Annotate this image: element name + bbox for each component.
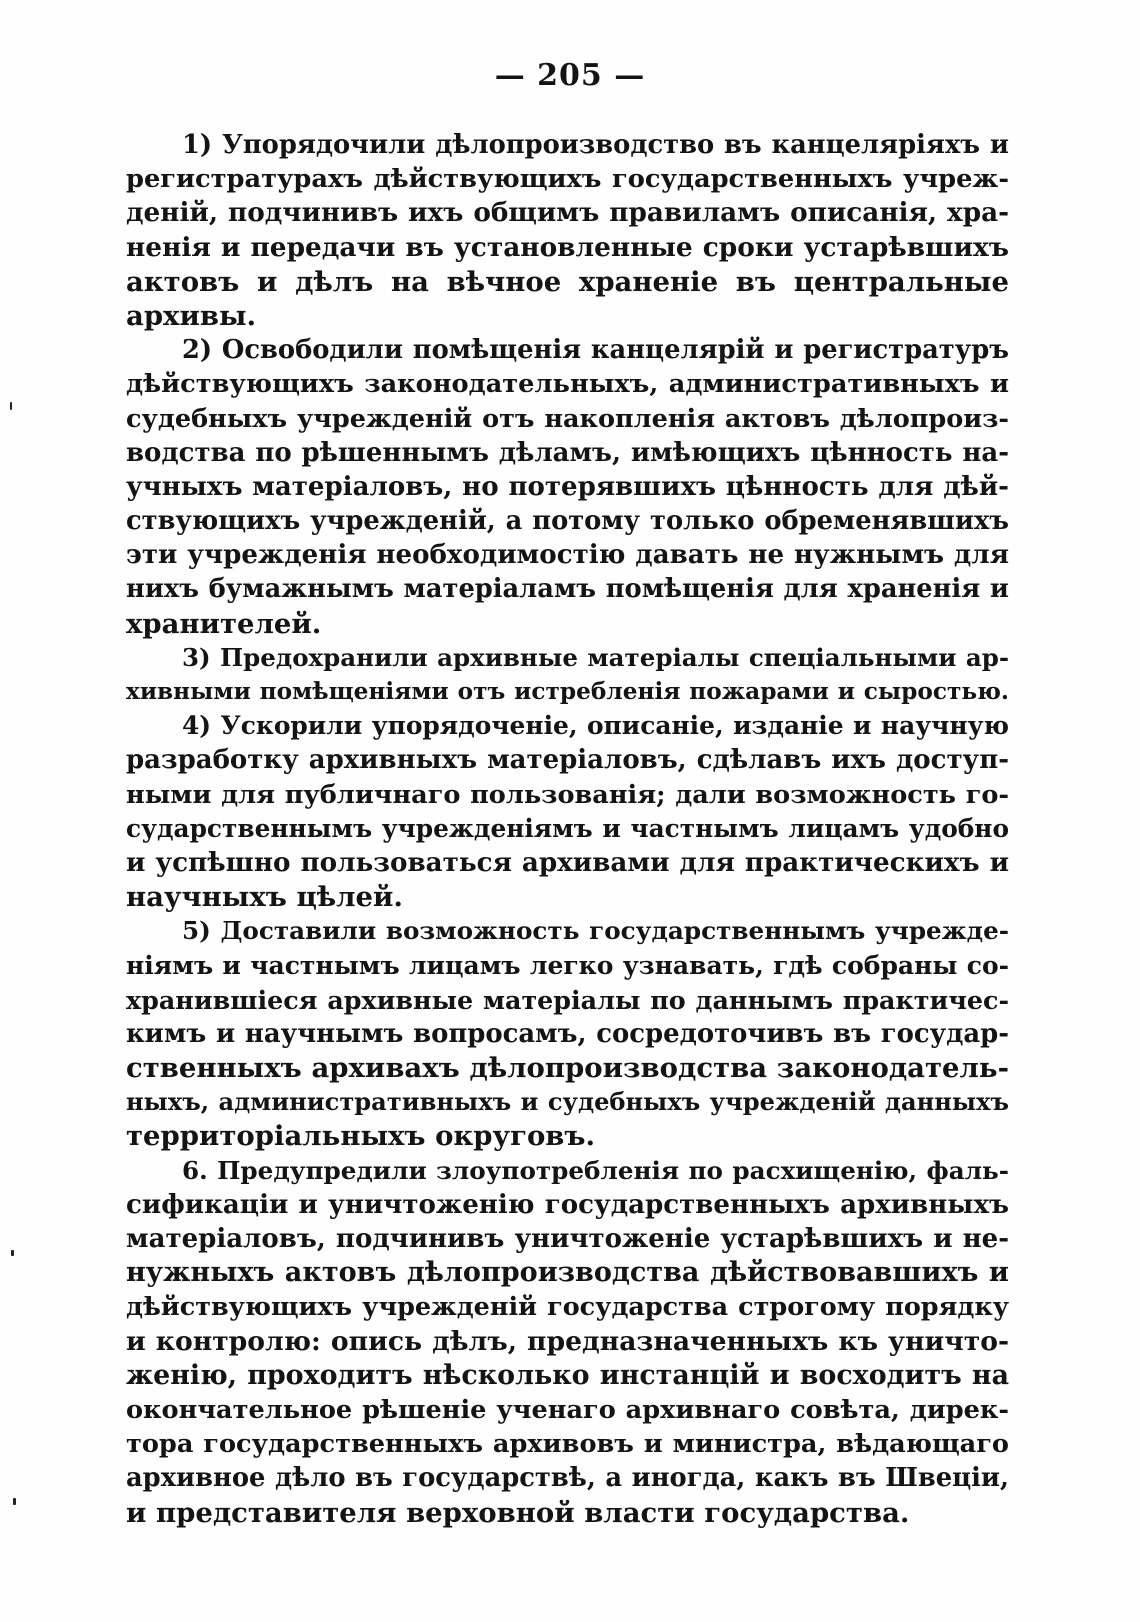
text-line: ныхъ, административныхъ и судебныхъ учрежденій данныхъ: [126, 1087, 1009, 1117]
text-line: 4) Ускорили упорядоченіе, описаніе, изданіе и научную: [182, 711, 1009, 741]
scan-speck: [11, 1250, 14, 1256]
text-line: хранившіеся архивные матеріалы по даннымъ практичес-: [126, 984, 1009, 1015]
text-line: кимъ и научнымъ вопросамъ, сосредоточивъ въ государ-: [126, 1018, 1009, 1049]
page-number: — 205 —: [494, 58, 646, 93]
text-line: территоріальныхъ округовъ.: [126, 1120, 596, 1153]
text-line: тора государственныхъ архивовъ и министра, вѣдающаго: [126, 1429, 1009, 1460]
text-line: деній, подчинивъ ихъ общимъ правиламъ описанія, хра-: [126, 197, 1009, 229]
text-line: 3) Предохранили архивные матеріалы спеціальными ар-: [182, 642, 1009, 672]
text-line: 1) Упорядочили дѣлопроизводство въ канцеляріяхъ и: [182, 130, 1009, 160]
text-line: архивное дѣло въ государствѣ, а иногда, какъ въ Швеціи,: [126, 1463, 1009, 1494]
text-line: нихъ бумажнымъ матеріаламъ помѣщенія для храненія и: [126, 574, 1009, 605]
text-line: ными для публичнаго пользованія; дали возможность го-: [126, 779, 1009, 810]
text-line: судебныхъ учрежденій отъ накопленія актовъ дѣлопроиз-: [126, 403, 1009, 434]
text-line: сударственнымъ учрежденіямъ и частнымъ лицамъ удобно: [126, 813, 1009, 843]
text-line: хивными помѣщеніями отъ истребленія пожарами и сыростью.: [126, 678, 1009, 705]
paragraph-4: [126, 709, 1009, 914]
text-line: научныхъ цѣлей.: [126, 881, 403, 914]
text-line: 2) Освободили помѣщенія канцелярій и регистратуръ: [182, 335, 1009, 366]
text-line: женію, проходитъ нѣсколько инстанцій и восходитъ на: [126, 1359, 1009, 1391]
text-line: учныхъ матеріаловъ, но потерявшихъ цѣнность для дѣй-: [126, 471, 1009, 502]
paragraph-2: [126, 333, 1009, 641]
text-line: ненія и передачи въ установленные сроки устарѣвшихъ: [126, 231, 1009, 263]
text-line: актовъ и дѣлъ на вѣчное храненіе въ центральные: [126, 265, 1009, 298]
paragraph-1: [126, 128, 1009, 333]
text-line: эти учрежденія необходимостію давать не нужнымъ для: [126, 539, 1009, 571]
text-line: дѣйствующихъ законодательныхъ, административныхъ и: [126, 369, 1009, 400]
body-text: [126, 128, 1009, 1530]
text-line: ствующихъ учрежденій, а потому только обременявшихъ: [126, 506, 1009, 537]
text-line: разработку архивныхъ матеріаловъ, сдѣлавъ ихъ доступ-: [126, 745, 1009, 776]
text-line: и контролю: опись дѣлъ, предназначенныхъ къ уничто-: [126, 1325, 1009, 1357]
text-line: и успѣшно пользоваться архивами для практическихъ и: [126, 846, 1009, 878]
text-line: окончательное рѣшеніе ученаго архивнаго совѣта, дирек-: [126, 1394, 1009, 1425]
text-line: ственныхъ архивахъ дѣлопроизводства законодатель-: [126, 1052, 1009, 1085]
text-line: и представителя верховной власти государства.: [126, 1496, 910, 1529]
text-line: матеріаловъ, подчинивъ уничтоженіе устарѣвшихъ и не-: [126, 1224, 1009, 1254]
text-line: нужныхъ актовъ дѣлопроизводства дѣйствовавшихъ и: [126, 1257, 1009, 1289]
text-line: водства по рѣшеннымъ дѣламъ, имѣющихъ цѣнность на-: [126, 437, 1009, 468]
scan-speck: [13, 1498, 16, 1505]
paragraph-3: [126, 641, 1009, 709]
text-line: 6. Предупредили злоупотребленія по расхищенію, фаль-: [182, 1155, 1009, 1185]
text-line: архивы.: [126, 299, 257, 332]
text-line: ніямъ и частнымъ лицамъ легко узнавать, гдѣ собраны со-: [126, 950, 1009, 980]
text-line: регистратурахъ дѣйствующихъ государственныхъ учреж-: [126, 164, 1009, 195]
paragraph-6: [126, 1154, 1009, 1530]
text-line: 5) Доставили возможность государственнымъ учрежде-: [182, 916, 1009, 946]
scan-speck: [10, 402, 12, 410]
text-line: дѣйствующихъ учрежденій государства строгому порядку: [126, 1292, 1009, 1323]
paragraph-5: [126, 914, 1009, 1153]
text-line: сификаціи и уничтоженію государственныхъ архивныхъ: [126, 1189, 1009, 1220]
text-line: хранителей.: [126, 607, 322, 640]
